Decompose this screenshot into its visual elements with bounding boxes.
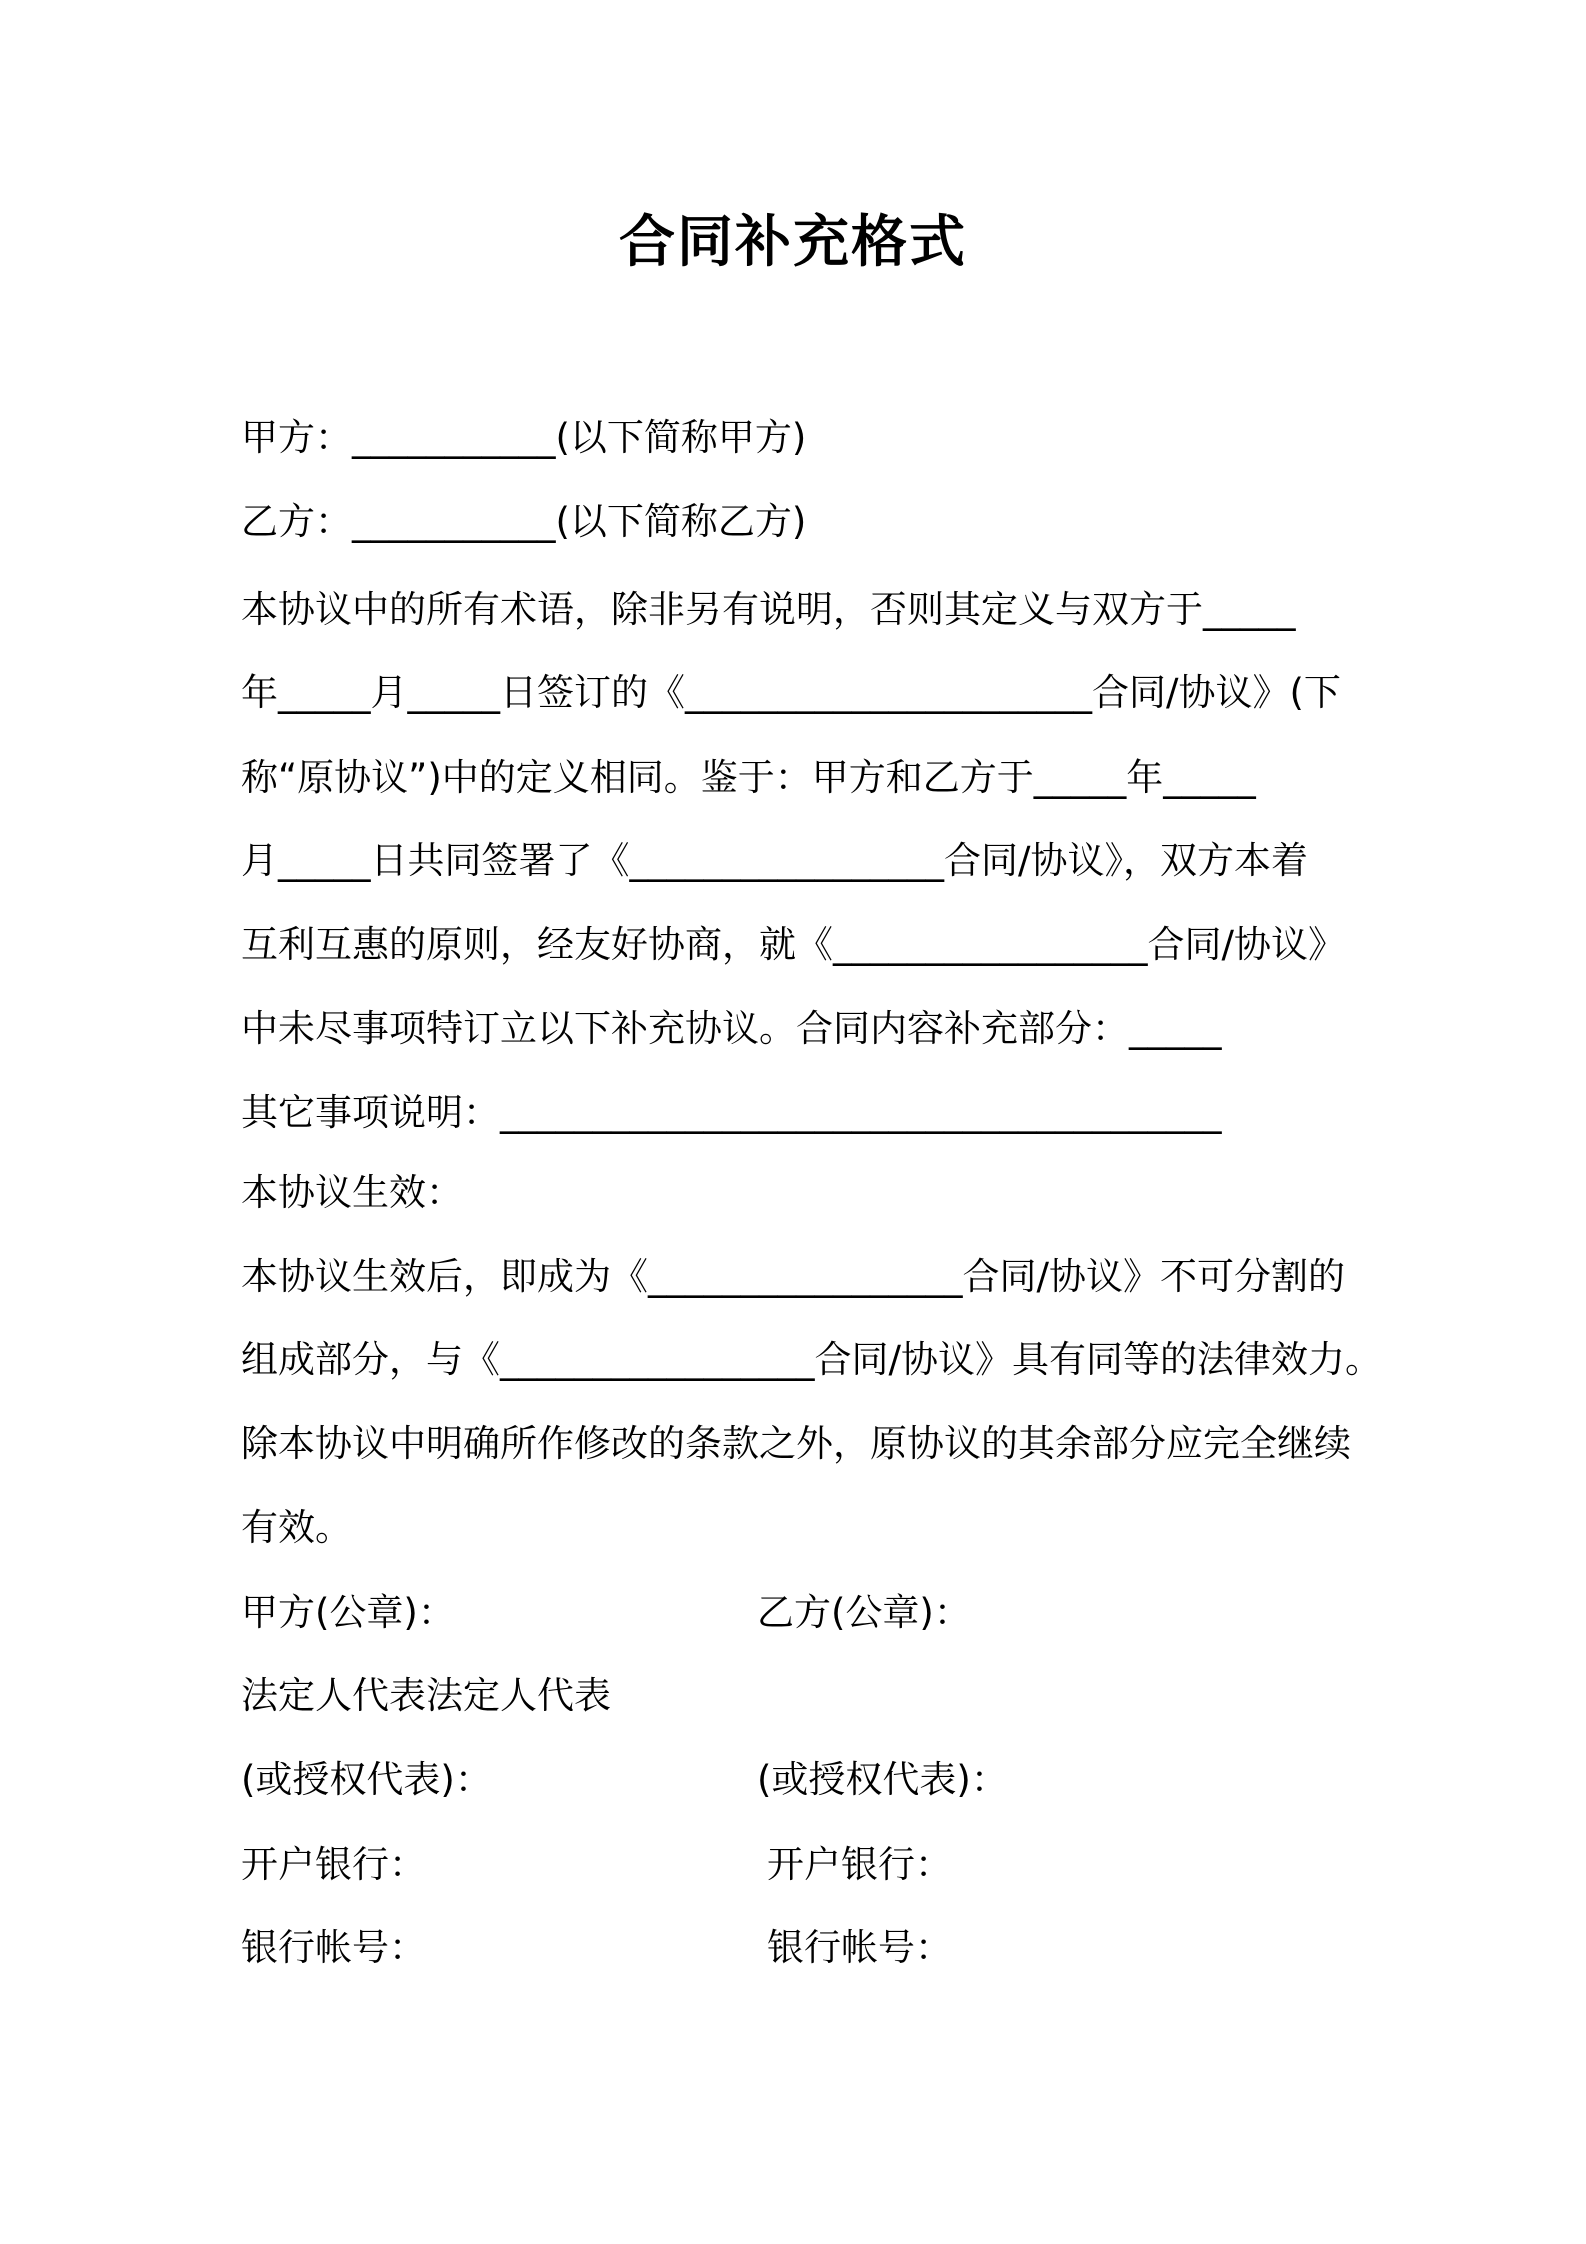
bank-b: 开户银行： — [767, 1843, 952, 1886]
body-line: 除本协议中明确所作修改的条款之外，原协议的其余部分应完全继续 — [241, 1422, 1351, 1465]
body-line: 本协议生效： — [241, 1171, 463, 1214]
body-line: 组成部分，与《_________________合同/协议》具有同等的法律效力。 — [241, 1338, 1382, 1381]
account-a: 银行帐号： — [241, 1926, 426, 1969]
authorized-rep-b: (或授权代表)： — [757, 1758, 1008, 1801]
body-line: 月_____日共同签署了《_________________合同/协议》，双方本着 — [241, 839, 1308, 882]
body-line: 中未尽事项特订立以下补充协议。合同内容补充部分：_____ — [241, 1007, 1222, 1050]
party-b-line: 乙方：___________(以下简称乙方) — [241, 500, 807, 543]
body-line: 本协议中的所有术语，除非另有说明，否则其定义与双方于_____ — [241, 588, 1296, 631]
body-line: 本协议生效后，即成为《_________________合同/协议》不可分割的 — [241, 1255, 1345, 1298]
party-a-line: 甲方：___________(以下简称甲方) — [241, 416, 807, 459]
body-line: 年_____月_____日签订的《______________________合同/协议》(下 — [241, 671, 1341, 714]
body-line: 其它事项说明：_______________________________________ — [241, 1091, 1222, 1134]
account-b: 银行帐号： — [767, 1926, 952, 1969]
authorized-rep-a: (或授权代表)： — [241, 1758, 492, 1801]
party-b-seal: 乙方(公章)： — [757, 1591, 971, 1634]
body-line: 有效。 — [241, 1506, 352, 1549]
body-line: 称“原协议”)中的定义相同。鉴于：甲方和乙方于_____年_____ — [241, 756, 1256, 799]
body-line: 互利互惠的原则，经友好协商，就《_________________合同/协议》 — [241, 923, 1345, 966]
party-a-seal: 甲方(公章)： — [241, 1591, 455, 1634]
legal-representative: 法定人代表法定人代表 — [241, 1674, 611, 1717]
document-title: 合同补充格式 — [619, 210, 967, 275]
bank-a: 开户银行： — [241, 1843, 426, 1886]
